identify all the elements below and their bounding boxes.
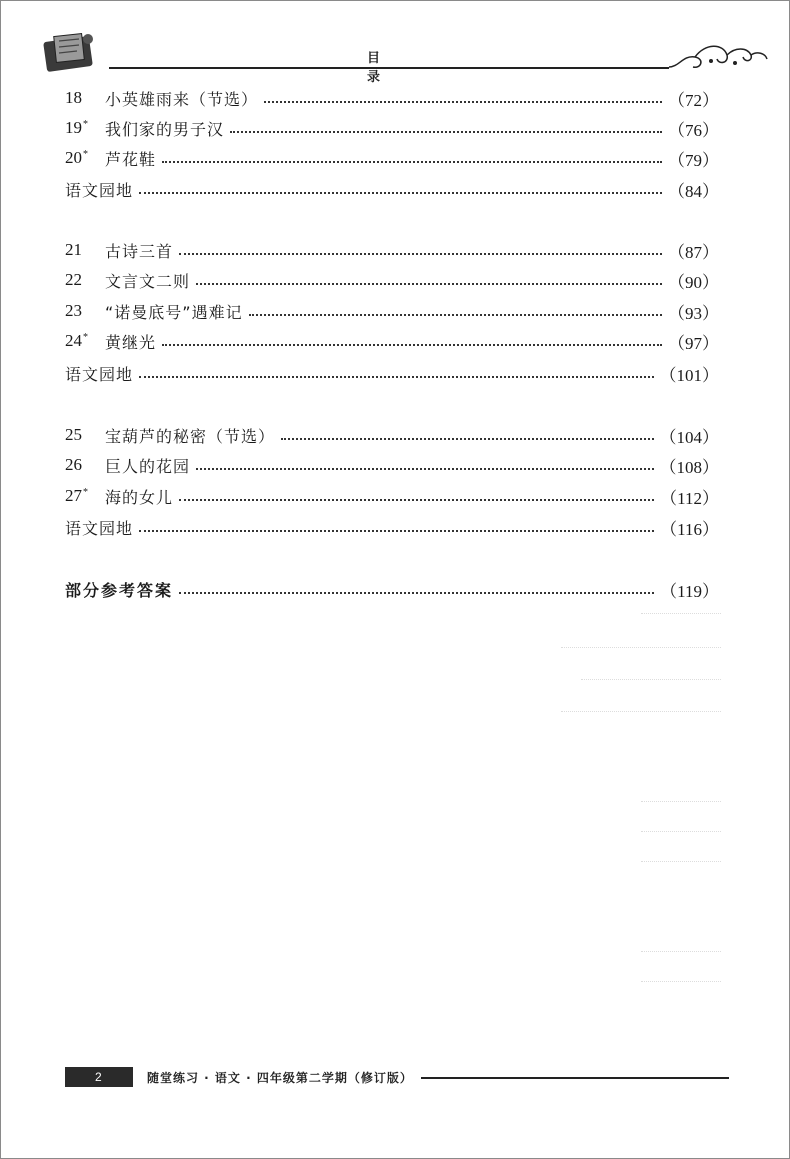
lesson-number: 22 (65, 270, 82, 289)
dot-leader (162, 344, 662, 346)
toc-entry[interactable] (65, 452, 719, 478)
page-reference: （90） (668, 272, 719, 292)
page-footer (1, 1061, 790, 1101)
lesson-title: 宝葫芦的秘密（节选） (105, 426, 276, 446)
lesson-title: 海的女儿 (105, 487, 174, 507)
page-reference: （104） (659, 427, 719, 447)
dot-leader (230, 131, 662, 133)
lesson-title: 巨人的花园 (105, 456, 191, 476)
lesson-number: 21 (65, 240, 82, 259)
toc-entry[interactable] (65, 483, 719, 509)
lesson-number: 24* (65, 331, 88, 350)
page-reference: （119） (660, 581, 719, 601)
toc-entry[interactable] (65, 422, 719, 448)
dot-leader (179, 499, 654, 501)
toc-entry[interactable] (65, 115, 719, 141)
page-reference: （93） (668, 303, 719, 323)
toc-entry-review[interactable] (65, 514, 719, 540)
page-reference: （87） (668, 242, 719, 262)
page-reference: （108） (659, 457, 719, 477)
dot-leader (249, 314, 662, 316)
toc-entry[interactable] (65, 267, 719, 293)
lesson-number: 18 (65, 88, 82, 107)
toc-entry-answers[interactable] (65, 576, 719, 602)
page-reference: （116） (660, 519, 719, 539)
toc-entry-review[interactable] (65, 360, 719, 386)
lesson-title: 部分参考答案 (65, 580, 174, 600)
lesson-number: 25 (65, 425, 82, 444)
page-reference: （84） (668, 181, 719, 201)
page-reference: （101） (659, 365, 719, 385)
toc-entry[interactable] (65, 145, 719, 171)
page-number: 2 (65, 1067, 133, 1087)
page-reference: （79） (668, 150, 719, 170)
dot-leader (196, 468, 653, 470)
lesson-title: “诺曼底号”遇难记 (105, 302, 243, 322)
lesson-title: 文言文二则 (105, 271, 191, 291)
footer-rule (421, 1077, 729, 1079)
dot-leader (162, 161, 662, 163)
page-reference: （112） (660, 488, 719, 508)
lesson-number: 20* (65, 148, 88, 167)
dot-leader (281, 438, 653, 440)
lesson-title: 古诗三首 (105, 241, 174, 261)
lesson-title: 小英雄雨来（节选） (105, 89, 259, 109)
dot-leader (139, 530, 654, 532)
dot-leader (264, 101, 662, 103)
page-title: 目 录 (367, 51, 434, 85)
lesson-title: 芦花鞋 (105, 149, 157, 169)
toc-entry[interactable] (65, 298, 719, 324)
dot-leader (196, 283, 662, 285)
table-of-contents (1, 1, 790, 1041)
lesson-number: 26 (65, 455, 82, 474)
lesson-title: 黄继光 (105, 332, 157, 352)
toc-entry[interactable] (65, 328, 719, 354)
lesson-number: 23 (65, 301, 82, 320)
lesson-number: 27* (65, 486, 88, 505)
toc-entry[interactable] (65, 237, 719, 263)
toc-entry[interactable] (65, 85, 719, 111)
dot-leader (139, 192, 662, 194)
toc-entry-review[interactable] (65, 176, 719, 202)
page-reference: （97） (668, 333, 719, 353)
lesson-title: 语文园地 (65, 518, 134, 538)
lesson-number: 19* (65, 118, 88, 137)
dot-leader (139, 376, 653, 378)
dot-leader (179, 592, 654, 594)
footer-book-title: 随堂练习 · 语文 · 四年级第二学期（修订版） (147, 1071, 413, 1085)
lesson-title: 语文园地 (65, 364, 134, 384)
dot-leader (179, 253, 662, 255)
page-reference: （76） (668, 120, 719, 140)
page-reference: （72） (668, 90, 719, 110)
lesson-title: 语文园地 (65, 180, 134, 200)
lesson-title: 我们家的男子汉 (105, 119, 225, 139)
